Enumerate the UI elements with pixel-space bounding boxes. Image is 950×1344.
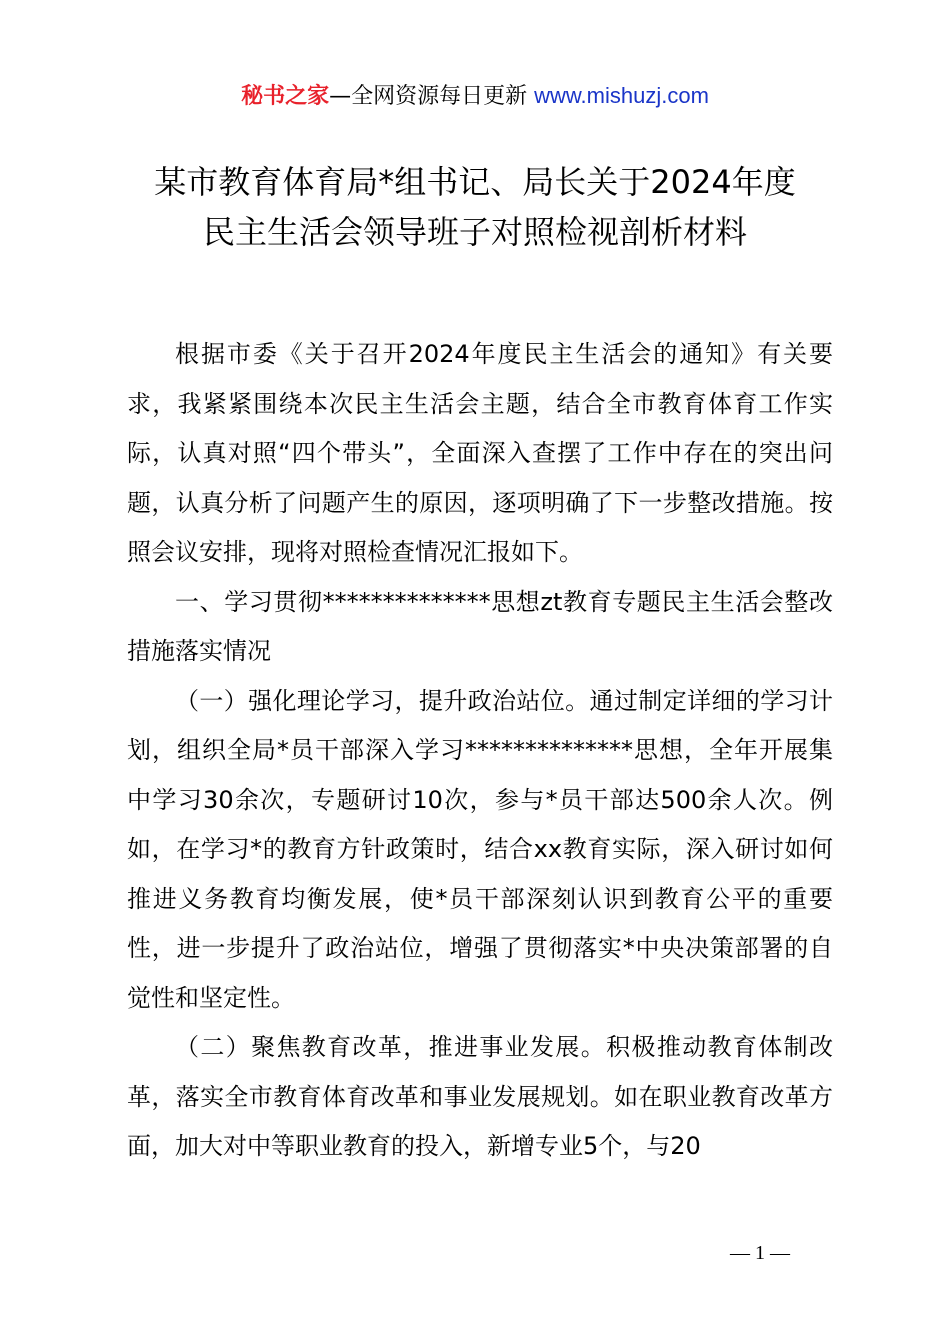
site-header: [0, 80, 950, 113]
page-number: — 1 —: [730, 1242, 790, 1264]
document-title: [60, 157, 890, 257]
site-url-link[interactable]: www.mishuzj.com: [534, 83, 709, 108]
title-line-2: 民主生活会领导班子对照检视剖析材料: [202, 213, 747, 251]
subsection-paragraph-2: （二）聚焦教育改革，推进事业发展。积极推动教育体制改革，落实全市教育体育改革和事业发展规划。如在职业教育改革方面，加大对中等职业教育的投入，新增专业5个，与20: [127, 1033, 833, 1160]
document-body: [127, 330, 833, 1172]
title-line-1: 某市教育体育局*组书记、局长关于2024年度: [154, 163, 796, 201]
section-heading-1: 一、学习贯彻**************思想zt教育专题民主生活会整改措施落实情况: [127, 587, 833, 665]
intro-paragraph: 根据市委《关于召开2024年度民主生活会的通知》有关要求，我紧紧围绕本次民主生活会主题，结合全市教育体育工作实际，认真对照“四个带头”，全面深入查摆了工作中存在的突出问题，认真分析了问题产生的原因，逐项明确了下一步整改措施。按照会议安排，现将对照检查情况汇报如下。: [127, 340, 833, 566]
header-tagline: —全网资源每日更新: [329, 84, 535, 109]
brand-name: 秘书之家: [241, 84, 330, 109]
subsection-paragraph-1: （一）强化理论学习，提升政治站位。通过制定详细的学习计划，组织全局*员干部深入学习**************思想，全年开展集中学习30余次，专题研讨10次，参与*员干部达500余人次。例如，在学习*的教育方针政策时，结合xx教育实际，深入研讨如何推进义务教育均衡发展，使*员干部深刻认识到教育公平的重要性，进一步提升了政治站位，增强了贯彻落实*中央决策部署的自觉性和坚定性。: [127, 686, 833, 1012]
